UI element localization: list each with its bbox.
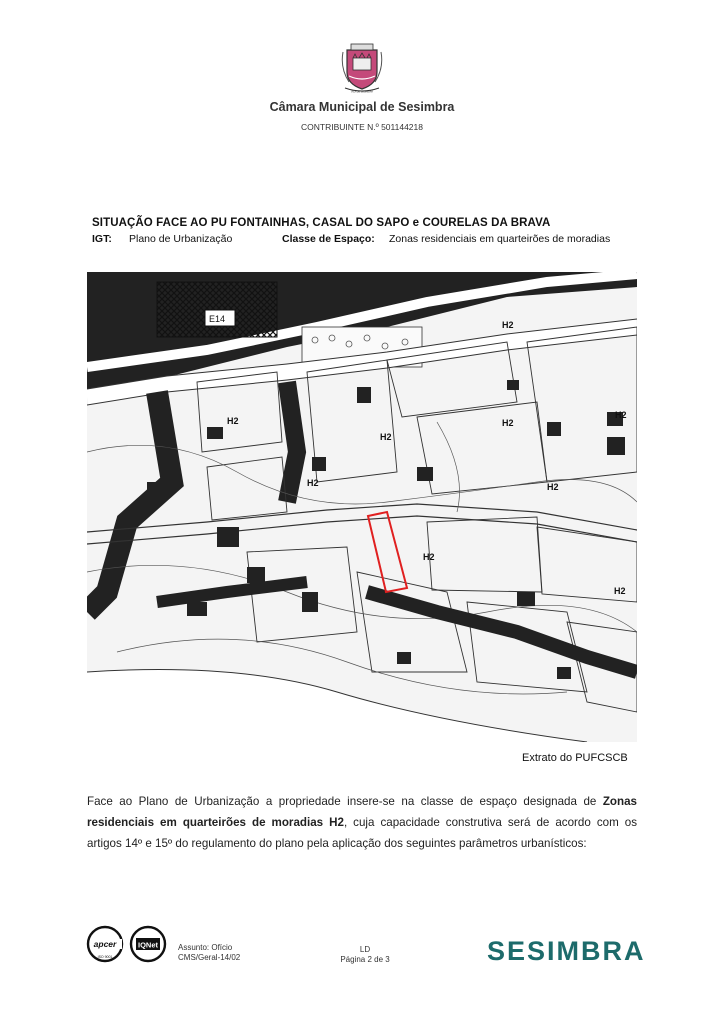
igt-row — [92, 233, 652, 247]
cert-iqnet-text: IQNet — [137, 940, 159, 950]
situation-title: SITUAÇÃO FACE AO PU FONTAINHAS, CASAL DO SAPO e COURELAS DA BRAVA — [92, 217, 551, 229]
page-number: Página 2 de 3 — [340, 955, 390, 964]
certification-logos — [86, 922, 174, 966]
body-text-part: , cuja capacidade construtiva será de acordo com os artigos 14º e 15º do regulamento do plano pela aplicação dos seguintes parâmetros urbanísticos: — [87, 816, 638, 850]
subject-reference: CMS/Geral-14/02 — [178, 953, 241, 962]
sesimbra-brand-logo: SESIMBRA — [487, 936, 646, 966]
map-caption: Extrato do PUFCSCB — [522, 752, 628, 764]
map-label-h2: H2 — [380, 432, 392, 442]
igt-label: IGT: — [92, 233, 112, 245]
map-label-h2: H2 — [615, 410, 627, 420]
body-text-emphasis: Zonas residenciais em quarteirões de moradias H2 — [87, 795, 637, 829]
map-label-h2: H2 — [423, 552, 435, 562]
map-label-h2: H2 — [547, 482, 559, 492]
map-label-h2: H2 — [227, 416, 239, 426]
taxpayer-number: CONTRIBUINTE N.º 501144218 — [301, 122, 423, 132]
organization-name: Câmara Municipal de Sesimbra — [269, 100, 455, 114]
igt-value: Plano de Urbanização — [129, 233, 233, 245]
map-label-e14: E14 — [209, 314, 226, 324]
zoning-map — [87, 272, 637, 742]
page-info — [320, 945, 410, 965]
subject-line: Assunto: Ofício — [178, 943, 233, 952]
municipal-crest — [337, 42, 387, 94]
space-class-value: Zonas residenciais em quarteirões de moradias — [389, 233, 611, 245]
subject-block — [178, 943, 240, 963]
body-text-part: Face ao Plano de Urbanização a propriedade insere-se na classe de espaço designada de — [87, 795, 603, 808]
map-label-h2: H2 — [614, 586, 626, 596]
body-paragraph — [87, 791, 637, 854]
cert-apcer-text: apcer — [93, 939, 117, 949]
author-initials: LD — [359, 945, 371, 954]
space-class-label: Classe de Espaço: — [282, 233, 375, 245]
map-label-h2: H2 — [307, 478, 319, 488]
crest-motto: VILA DE SESIMBRA — [350, 90, 374, 94]
map-label-h2: H2 — [502, 418, 514, 428]
map-label-h2: H2 — [502, 320, 514, 330]
cert-iso-text: ISO 9001 — [97, 955, 113, 959]
